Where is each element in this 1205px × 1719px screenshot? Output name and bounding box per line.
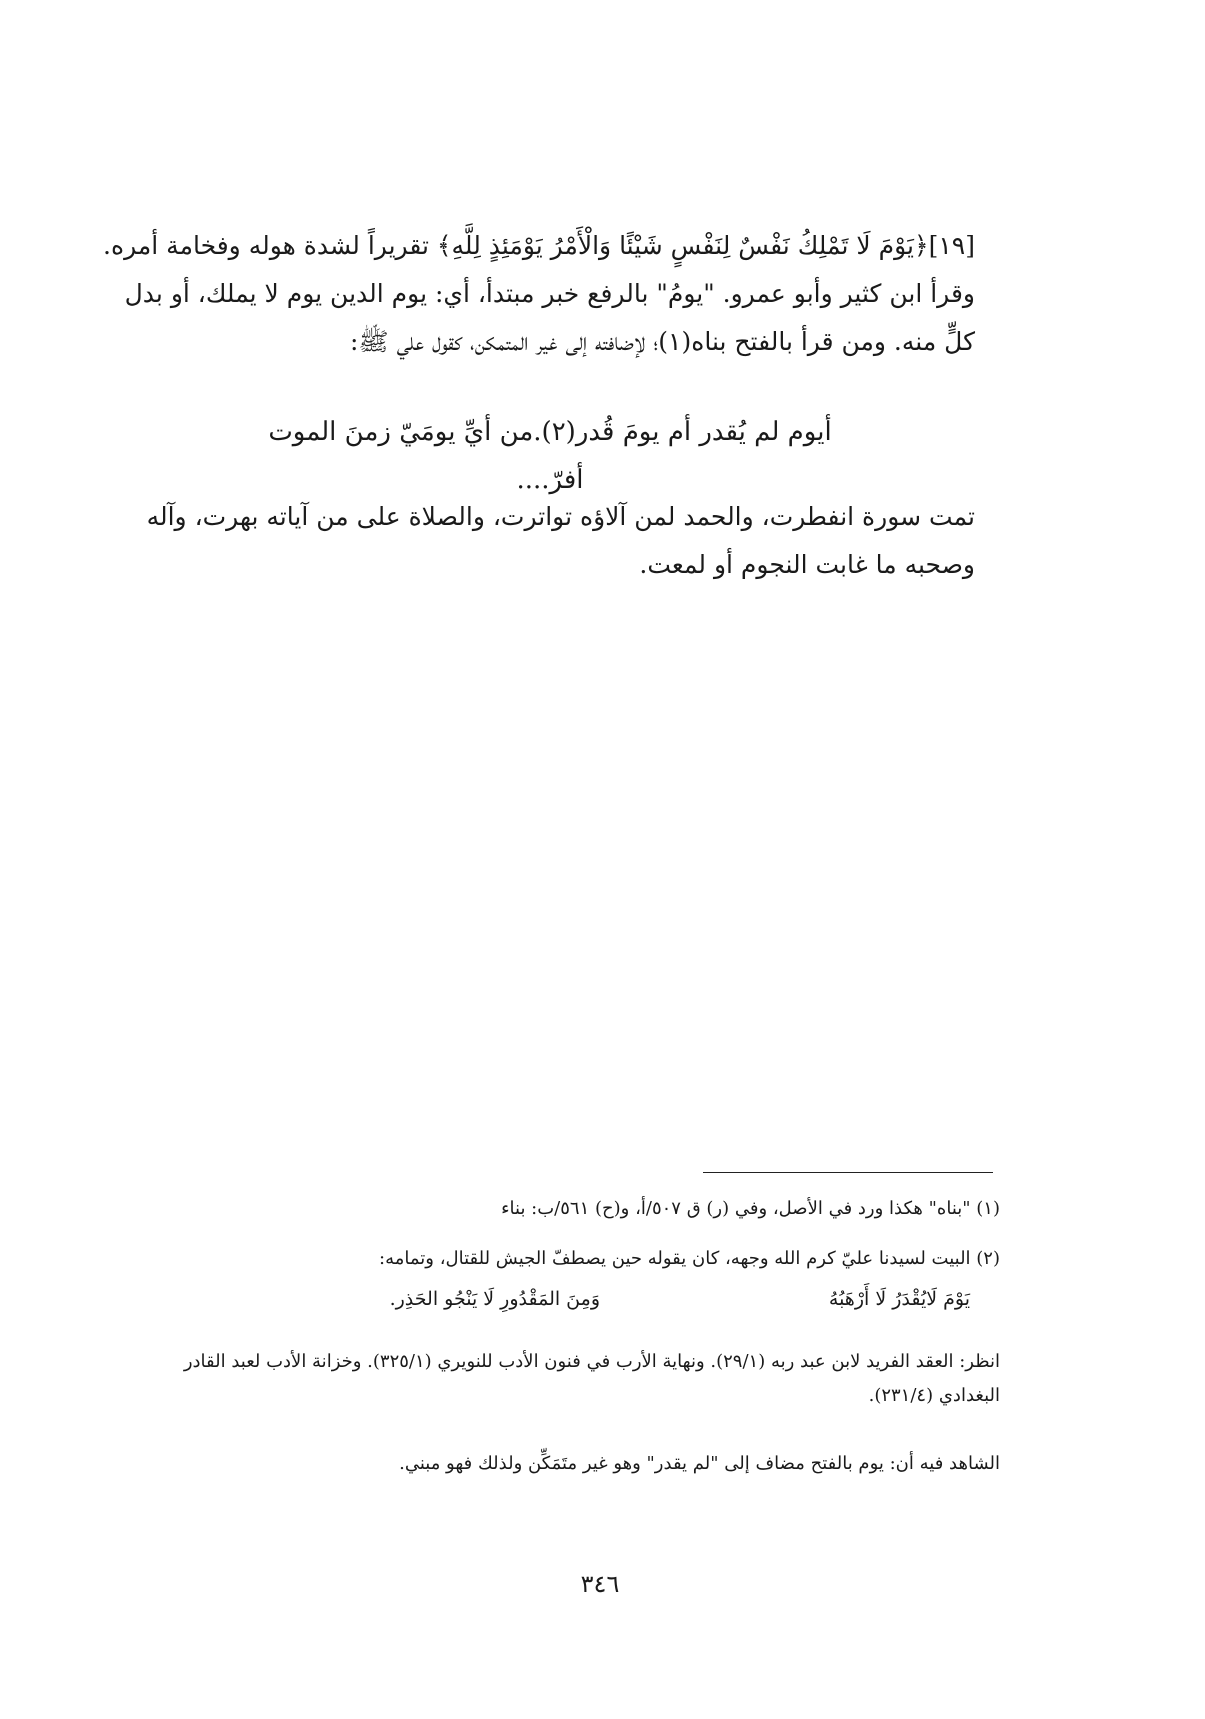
footnote-2: (٢) البيت لسيدنا عليّ كرم الله وجهه، كان يقوله حين يصطفّ الجيش للقتال، وتمامه: (379, 1248, 1000, 1269)
poetry-verse: أيوم لم يُقدر أم يومَ قُدر(٢).من أيِّ يومَيّ زمنَ الموت أفرّ.... (268, 417, 832, 495)
footnote-witness: الشاهد فيه أن: يوم بالفتح مضاف إلى "لم يقدر" وهو غير متَمَكِّن ولذلك فهو مبني. (399, 1453, 1000, 1474)
page-number: ٣٤٦ (580, 1570, 620, 1598)
poem-hemistich-left: وَمِنَ المَقْدُورِ لَا يَنْجُو الحَذِر. (389, 1288, 600, 1310)
footnote-1: (١) "بناه" هكذا ورد في الأصل، وفي (ر) ق ٥٠٧/أ، و(ح) ٥٦١/ب: بناء (501, 1198, 1000, 1219)
footnote-reference: انظر: العقد الفريد لابن عبد ربه (٢٩/١). ونهاية الأرب في فنون الأدب للنويري (٣٢٥/١). وخزانة الأدب لعبد القادر البغدادي (٢٣١/٤). (183, 1351, 1000, 1406)
poem-hemistich-right: يَوْمَ لَايُقْدَرُ لَا أَرْهَبُهُ (828, 1288, 970, 1310)
footnote-separator (703, 1172, 993, 1173)
closing-paragraph: تمت سورة انفطرت، والحمد لمن آلاؤه تواترت، والصلاة على من آياته بهرت، وآله وصحبه ما غابت النجوم أو لمعت. (146, 502, 975, 579)
commentary-paragraph: [١٩]﴿يَوْمَ لَا تَمْلِكُ نَفْسٌ لِنَفْسٍ شَيْئًا وَالْأَمْرُ يَوْمَئِذٍ لِلَّهِ﴾ تقريراً لشدة هوله وفخامة أمره. وقرأ ابن كثير وأبو عمرو. "يومُ" بالرفع خبر مبتدأ، أي: يوم الدين يوم لا يملك، أو بدل كلٍّ منه. ومن قرأ بالفتح بناه(١)؛ لإضافته إلى غير المتمكن، كقول علي ﷺ: (103, 231, 975, 356)
